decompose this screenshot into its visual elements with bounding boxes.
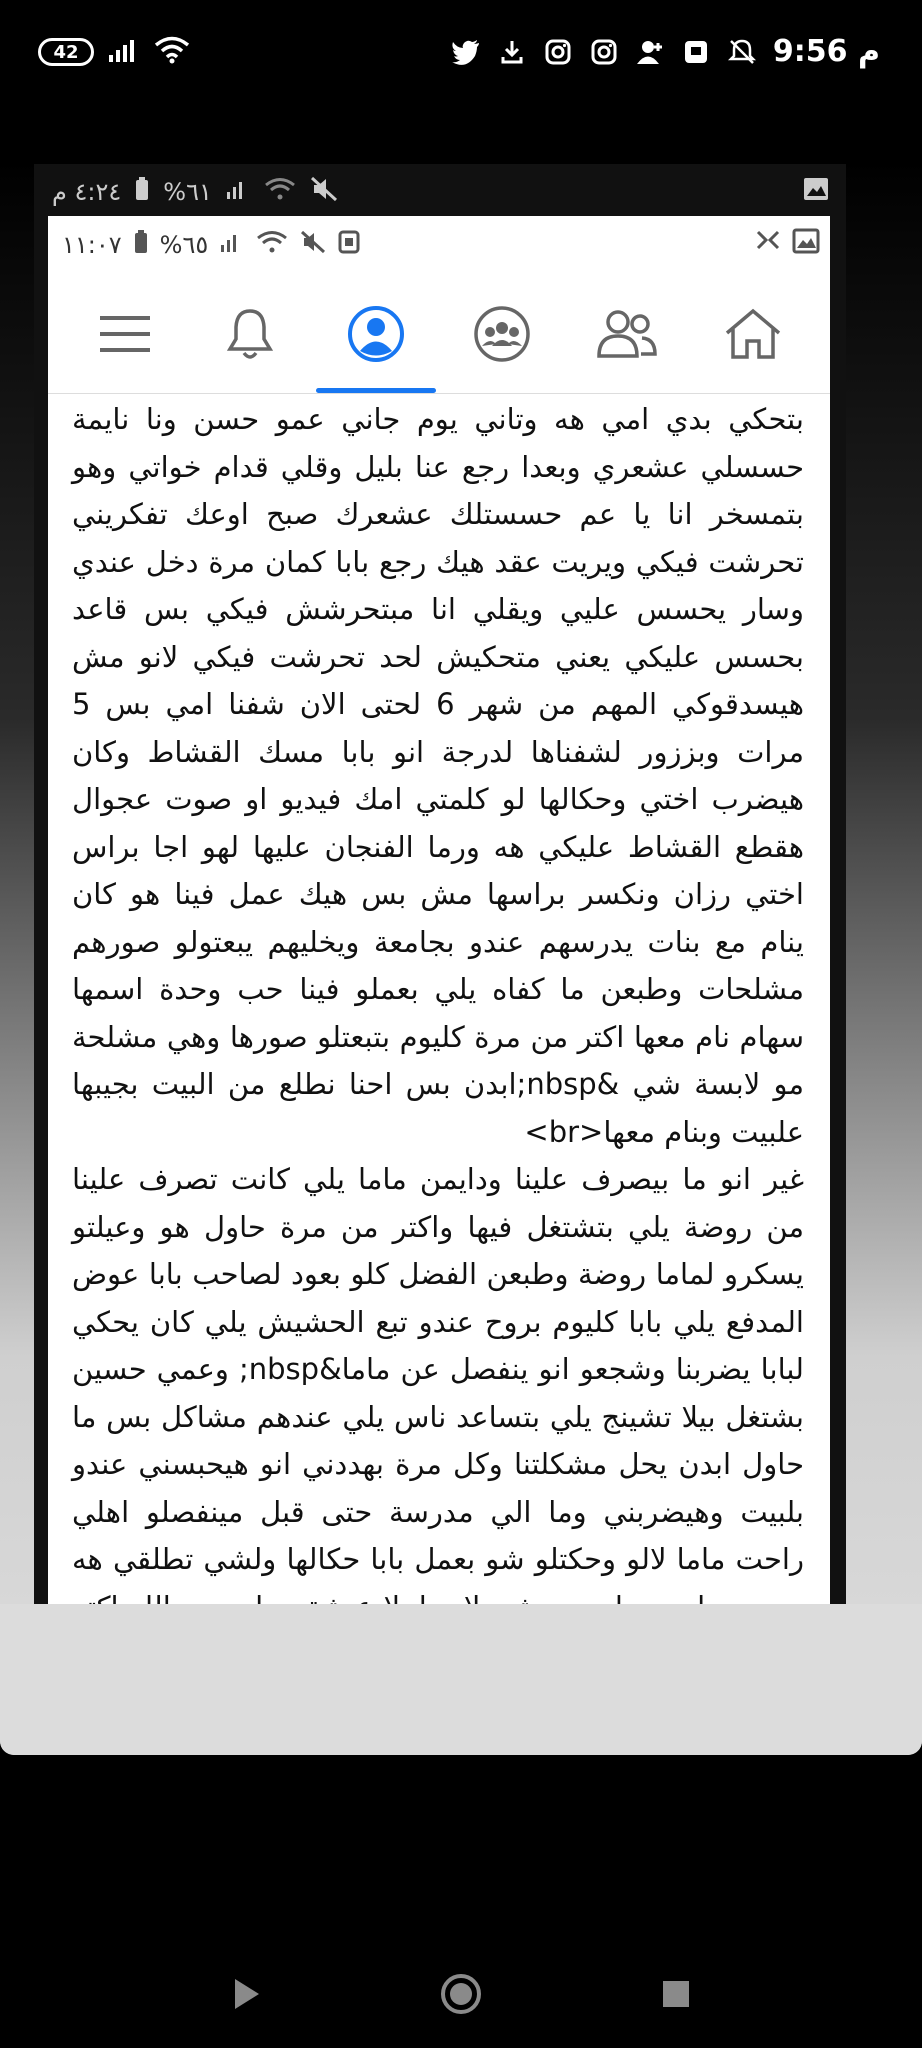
battery-indicator: 42 <box>38 38 94 66</box>
inner-status-left <box>62 230 360 260</box>
mute-icon <box>300 230 326 260</box>
signal-icon <box>220 231 244 259</box>
instagram-icon <box>543 37 573 67</box>
groups-icon[interactable] <box>457 289 547 379</box>
profile-icon[interactable] <box>331 289 421 379</box>
download-icon <box>497 37 527 67</box>
messenger-icon <box>754 228 782 258</box>
status-right <box>451 34 880 69</box>
signal-icon <box>108 37 140 67</box>
shared-screenshot <box>34 164 846 1604</box>
screenshot-icon <box>338 230 360 260</box>
post-body-text: بتحكي بدي امي هه وتاني يوم جاني عمو حسن ونا نايمة حسسلي عشعري وبعدا رجع عنا بليل وقلي قدام خواتي وهو بتمسخر انا يا عم حسستلك عشعرك صبح اوعك تفكريني تحرشت فيكي ويريت عقد هيك رجع بابا كمان مرة دخل عندي وسار يحسس عليي ويقلي انا مبتحرشش فيكي بس قاعد بحسس عليكي يعني متحكيش لحد تحرشت فيكي لانو مش هيسدقوكي المهم من شهر 6 لحتى الان شفنا امي بس 5 مرات وبززور لشفناها لدرجة انو بابا مسك القشاط وكان هيضرب اختي وحكالها لو كلمتي امك فيديو او صوت عجوال هقطع القشاط عليكي هه ورما الفنجان عليها لهو اجا براس اختي رزان ونكسر براسها مش بس هيك عمل فينا هو كان ينام مع بنات يدرسهم عندو بجامعة ويخليهم يبعتولو صورهم مشلحات وطبعن ما كفاه يلي بعملو فينا حب وحدة اسمها سهام نام معها اكتر من مرة كليوم بتبعتلو صورها وهي مشلحة مو لابسة شي &nbsp;ابدن بس احنا نطلع من البيت بجيبها علبيت وبنام معها<br> غير انو ما بيصرف علينا ودايمن ماما يلي كانت تصرف علينا من روضة يلي بتشتغل فيها واكتر من مرة حاول هو وعيلتو يسكرو لماما روضة وطبعن الفضل كلو بعود لصاحب بابا عوض المدفع يلي بابا كليوم بروح عندو تبع الحشيش يلي كان يحكي لبابا يضربنا وشجعو انو ينفصل عن ماما&nbsp; وعمي حسين بشتغل بيلا تشينج يلي بتساعد ناس يلي عندهم مشاكل بس ما حاول ابدن يحل مشكلتنا وكل مرة بهددني انو هيحبسني عندو بلبيت وهيضربني وما الي مدرسة حتى قبل مينفصلو اهلي راحت ماما لالو وحكتلو شو بعمل بابا حكالها ولشي تطلقي هه <box>72 402 805 1576</box>
story-lower-panel <box>0 1604 922 1755</box>
inner-status-right <box>754 228 820 258</box>
menu-icon[interactable] <box>80 289 170 379</box>
back-button[interactable] <box>216 1964 276 2024</box>
bell-icon[interactable] <box>205 289 295 379</box>
inner-status-bar <box>48 216 830 274</box>
instagram-icon <box>589 37 619 67</box>
image-icon <box>802 176 830 206</box>
recents-button[interactable] <box>646 1964 706 2024</box>
photo-status-left <box>52 176 338 208</box>
app-icon <box>681 37 711 67</box>
twitter-icon <box>451 37 481 67</box>
status-left <box>38 36 190 68</box>
wifi-icon <box>154 36 190 68</box>
inner-battery: %٦٥ <box>159 231 209 259</box>
home-button[interactable] <box>431 1964 491 2024</box>
mute-icon <box>310 176 338 208</box>
system-navigation-bar <box>0 1940 922 2048</box>
friends-icon[interactable] <box>582 289 672 379</box>
wifi-icon <box>256 230 288 260</box>
battery-icon <box>135 177 149 207</box>
clock: 9:56 م <box>772 34 880 69</box>
signal-icon <box>226 178 250 206</box>
battery-icon <box>134 230 148 260</box>
facebook-screenshot <box>48 216 830 1604</box>
inner-time: ١١:٠٧ <box>62 231 122 259</box>
image-icon <box>792 228 820 258</box>
photo-battery: %٦١ <box>163 178 212 206</box>
notifications-off-icon <box>727 37 757 67</box>
photo-time: ٤:٢٤ م <box>52 178 122 206</box>
home-icon[interactable] <box>708 289 798 379</box>
status-bar <box>0 0 922 110</box>
photo-status-bar <box>34 164 846 216</box>
wifi-icon <box>264 177 296 207</box>
person-add-icon <box>635 37 665 67</box>
facebook-tab-bar <box>48 274 830 394</box>
